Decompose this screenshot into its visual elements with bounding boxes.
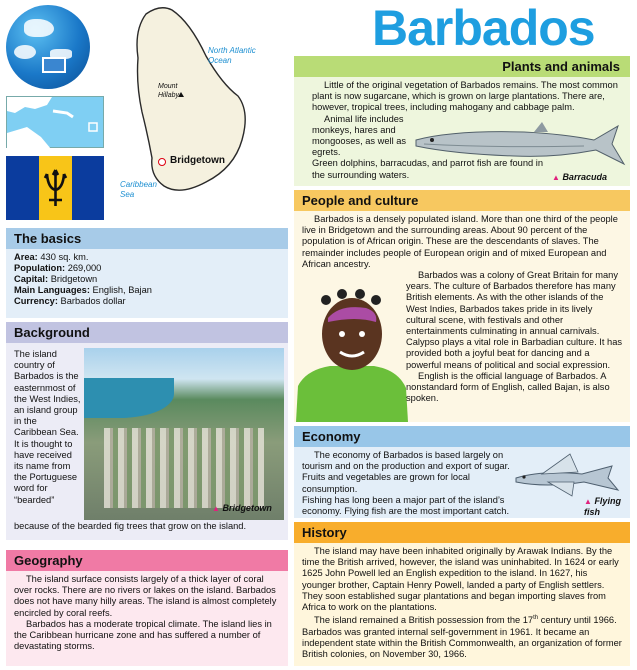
people-paragraph-1: Barbados is a densely populated island. More than one third of the people live in Bridgetown and the surrounding areas. About 90 percent of the population is of African origin. These are the descendants of slaves. The remainder includes people of European origin and of mixed European and African ancestry. <box>302 214 618 269</box>
people-paragraph-2: Barbados was a colony of Great Britain for many years. The culture of Barbados therefore has many British elements. As with the other islands of the West Indies, Barbados takes pride in its lively cultural scene, with festivals and other entertainments culminating in annual carnivals. Calypso plays a vital role in Barbadian culture. It has provided both a joyful beat for dancing and a powerful means of political and social expression. <box>406 270 623 370</box>
people-heading: People and culture <box>294 190 630 211</box>
bridgetown-photo <box>84 348 284 520</box>
girl-photo <box>296 278 408 422</box>
currency-label: Currency: <box>14 296 58 306</box>
basics-heading: The basics <box>6 228 288 249</box>
geography-heading: Geography <box>6 550 288 571</box>
flying-fish-caption: Flying fish <box>584 496 621 517</box>
caribbean-sea-label: Caribbean Sea <box>120 180 157 199</box>
history-section <box>294 522 630 666</box>
geography-section <box>6 550 288 666</box>
capital-marker-icon <box>158 158 166 166</box>
plants-paragraph-2: Animal life includes monkeys, hares and mongooses, as well as egrets. <box>312 113 407 158</box>
plants-paragraph-1: Little of the original vegetation of Barbados remains. The most common plant is now sugarcane, which is grown on large plantations. There are, however, tropical trees, including mahogany and cabbage palm. <box>312 80 618 113</box>
caption-pointer-icon: ▲ <box>212 504 220 513</box>
history-paragraph-2: The island remained a British possession from the 17th century until 1966. Barbados was granted internal self-government in 1961. It became an independent state within the British Commonwealth, an organization of former British colonies, on November 30, 1966. <box>302 615 622 659</box>
history-heading: History <box>294 522 630 543</box>
background-text: The island country of Barbados is the easternmost of the West Indies, an island group in the Caribbean Sea. It is thought to have received its name from the Portuguese word for “bearded” <box>14 349 81 505</box>
population-value: 269,000 <box>67 263 102 273</box>
plants-heading: Plants and animals <box>294 56 630 77</box>
people-paragraph-3: English is the official language of Barbados. A nonstandard form of English, called Bajan, is also spoken. <box>406 370 610 404</box>
trident-icon <box>39 156 72 220</box>
barracuda-caption: Barracuda <box>562 172 607 182</box>
barracuda-icon <box>414 118 628 172</box>
area-label: Area: <box>14 252 38 262</box>
basics-section <box>6 228 288 318</box>
geography-paragraph-1: The island surface consists largely of a thick layer of coral over rocks. There are no rivers or lakes on the island. Barbados does not have many hilly areas. The island is almost completely encircled by coral reefs. <box>14 574 277 618</box>
background-text-end: because of the bearded fig trees that grow on the island. <box>14 521 247 531</box>
barbados-flag <box>6 156 104 220</box>
geography-paragraph-2: Barbados has a moderate tropical climate. The island lies in the Caribbean hurricane zone and has suffered a number of devastating storms. <box>14 618 272 652</box>
capital-label: Capital: <box>14 274 49 284</box>
currency-value: Barbados dollar <box>60 296 126 306</box>
flying-fish-icon <box>512 452 628 500</box>
background-heading: Background <box>6 322 288 343</box>
mount-hillaby-label: Mount Hillaby <box>158 83 180 99</box>
caribbean-locator-map <box>6 96 104 148</box>
economy-section <box>294 426 630 518</box>
languages-value: English, Bajan <box>92 285 152 295</box>
globe-locator-icon <box>6 5 90 89</box>
capital-label: Bridgetown <box>170 155 225 166</box>
history-paragraph-1: The island may have been inhabited originally by Arawak Indians. By the time the British arrived, however, the island was uninhabited. In 1624 or early 1625 John Powell led an English expedition to the island. In 1627, his younger brother, Captain Henry Powell, landed a party of English settlers. They soon established sugar plantations and began importing slaves from Africa to work on the plantations. <box>302 546 619 613</box>
bridgetown-caption: Bridgetown <box>222 503 272 513</box>
economy-heading: Economy <box>294 426 630 447</box>
people-section <box>294 190 630 422</box>
barbados-island-map <box>110 0 290 218</box>
languages-label: Main Languages: <box>14 285 90 295</box>
mountain-icon <box>178 92 184 97</box>
plants-section <box>294 56 630 186</box>
page-title: Barbados <box>372 0 595 56</box>
caption-pointer-icon: ▲ <box>552 173 560 182</box>
caption-pointer-icon: ▲ <box>584 497 592 506</box>
economy-paragraph-1: The economy of Barbados is based largely on tourism and on the production and export of sugar. Fruits and vegetables are grown for local consumption. <box>302 450 510 494</box>
area-value: 430 sq. km. <box>40 252 89 262</box>
plants-paragraph-3: Green dolphins, barracudas, and parrot fish are found in the surrounding waters. <box>312 158 544 180</box>
capital-value: Bridgetown <box>50 274 98 284</box>
economy-paragraph-2: Fishing has long been a major part of the island’s economy. Flying fish are the most important catch. <box>302 494 510 517</box>
atlantic-ocean-label: North Atlantic Ocean <box>208 46 256 65</box>
population-label: Population: <box>14 263 66 273</box>
background-section <box>6 322 288 540</box>
